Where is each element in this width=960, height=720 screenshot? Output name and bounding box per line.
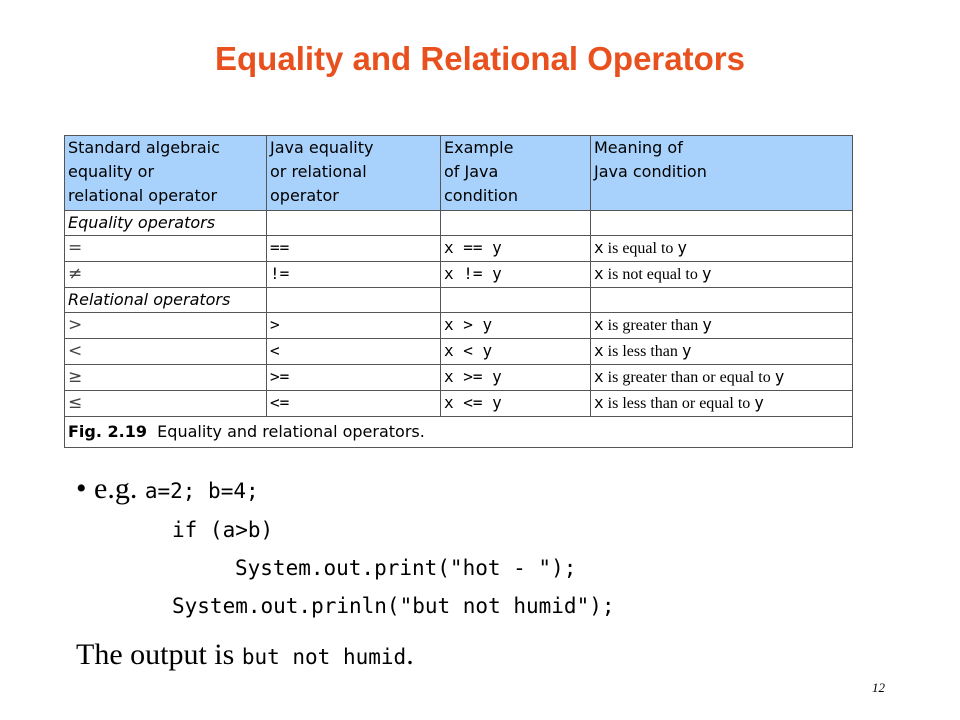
output-statement	[76, 638, 414, 672]
cell-algebraic: =	[65, 236, 267, 262]
code-line-3: System.out.print("hot - ");	[235, 556, 577, 580]
caption-figure-number: Fig. 2.19	[68, 422, 147, 441]
section-label-relational: Relational operators	[65, 288, 267, 313]
cell-algebraic: ≤	[65, 391, 267, 417]
example-prefix: e.g.	[94, 472, 138, 505]
section-row-relational	[65, 288, 853, 313]
bullet-glyph: •	[76, 472, 87, 505]
cell-meaning: x is not equal to y	[591, 262, 853, 288]
table-row	[65, 391, 853, 417]
table-row	[65, 262, 853, 288]
table-caption-row	[65, 417, 853, 448]
header-example: Example of Java condition	[441, 136, 591, 211]
table-caption	[65, 417, 853, 448]
cell-example: x < y	[441, 339, 591, 365]
example-bullet-line	[76, 472, 259, 506]
output-suffix: .	[406, 638, 414, 671]
cell-java-operator: >=	[267, 365, 441, 391]
code-line-4: System.out.prinln("but not humid");	[172, 594, 615, 618]
section-row-equality	[65, 211, 853, 236]
cell-java-operator: <=	[267, 391, 441, 417]
page-number: 12	[872, 680, 885, 695]
cell-example: x <= y	[441, 391, 591, 417]
caption-text: Equality and relational operators.	[157, 422, 425, 441]
cell-algebraic: <	[65, 339, 267, 365]
cell-java-operator: >	[267, 313, 441, 339]
cell-example: x != y	[441, 262, 591, 288]
table-row	[65, 365, 853, 391]
code-line-1: a=2; b=4;	[144, 479, 259, 503]
cell-meaning: x is less than or equal to y	[591, 391, 853, 417]
cell-algebraic: ≥	[65, 365, 267, 391]
cell-meaning: x is greater than y	[591, 313, 853, 339]
table-header-row	[65, 136, 853, 211]
code-line-2: if (a>b)	[172, 518, 274, 542]
cell-meaning: x is greater than or equal to y	[591, 365, 853, 391]
table-row	[65, 236, 853, 262]
cell-java-operator: <	[267, 339, 441, 365]
slide-title: Equality and Relational Operators	[215, 40, 745, 77]
table-row	[65, 313, 853, 339]
header-java-operator: Java equality or relational operator	[267, 136, 441, 211]
cell-java-operator: ==	[267, 236, 441, 262]
section-label-equality: Equality operators	[65, 211, 267, 236]
cell-java-operator: !=	[267, 262, 441, 288]
operators-table	[64, 135, 853, 448]
table-row	[65, 339, 853, 365]
cell-algebraic: ≠	[65, 262, 267, 288]
cell-meaning: x is less than y	[591, 339, 853, 365]
output-prefix: The output is	[76, 638, 242, 671]
header-algebraic: Standard algebraic equality or relational operator	[65, 136, 267, 211]
cell-example: x == y	[441, 236, 591, 262]
cell-example: x >= y	[441, 365, 591, 391]
cell-example: x > y	[441, 313, 591, 339]
output-value: but not humid	[241, 645, 407, 669]
cell-algebraic: >	[65, 313, 267, 339]
header-meaning: Meaning of Java condition	[591, 136, 853, 211]
cell-meaning: x is equal to y	[591, 236, 853, 262]
